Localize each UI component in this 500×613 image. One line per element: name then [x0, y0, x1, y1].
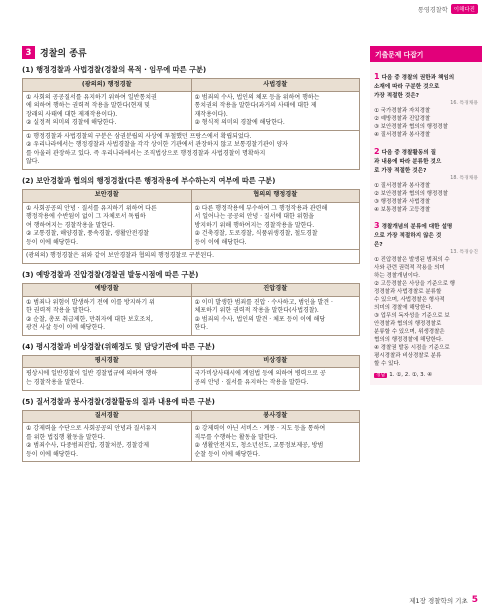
column-header: 사법경찰 [191, 79, 360, 92]
column-header: 비상경찰 [191, 355, 360, 368]
cell-text-line: 국가비상사태시에 계엄법 등에 의하여 병력으로 공 [194, 370, 326, 378]
table-cell [191, 368, 360, 390]
question-text-line: 과 내용에 따라 분류한 것으 [374, 158, 442, 165]
table-note-row [23, 130, 360, 169]
table-row [23, 91, 360, 130]
question-text-line: 가장 적절한 것은? [374, 92, 419, 99]
answer-option: ③ 보안경찰과 협의의 행정경찰 [374, 123, 448, 130]
comparison-table [22, 283, 360, 336]
question-text-line: 소재에 따라 구분한 것으로 [374, 83, 440, 90]
book-title: 통영경찰학 [417, 6, 448, 14]
answer-option: ① 진압경찰은 발생된 범죄의 수 [374, 257, 450, 264]
cell-text-line: 한다. [194, 324, 208, 332]
question-source: 18. 특경채용 [450, 175, 478, 181]
answer-option: 하는 경찰개념이다. [374, 273, 421, 280]
answer-chip: 정답 [376, 372, 386, 378]
cell-text-line: 공의 안녕 · 질서를 유지하는 작용을 말한다. [194, 378, 309, 386]
subsection-heading: (4) 평시경찰과 비상경찰(위해정도 및 담당기관에 따른 구분) [22, 341, 215, 351]
table-cell [23, 202, 192, 250]
answer-option: 정경찰과 사법경찰로 분류할 [374, 289, 442, 296]
column-header: 질서경찰 [23, 410, 192, 423]
table-cell [191, 202, 360, 250]
section-heading: 경찰의 종류 [40, 49, 87, 59]
question-number: 1 [374, 72, 380, 81]
question-text-line: 로 가장 적절한 것은? [374, 167, 427, 174]
page-footer [409, 595, 478, 605]
cell-text-line: 는 경찰작용을 말한다. [26, 378, 84, 386]
question-text [374, 150, 441, 174]
column-header: 보안경찰 [23, 189, 192, 202]
header-tag [418, 4, 478, 14]
answer-option: 수 있으며, 사법경찰은 형사적 [374, 297, 445, 304]
table-note-cell [23, 250, 360, 264]
cell-text-line: 서 일어나는 공공의 안녕 · 질서에 대한 위험을 [194, 213, 315, 221]
section-title [22, 46, 360, 59]
table-header-row [23, 79, 360, 92]
table-cell [23, 296, 192, 335]
cell-text-line: 등이 이에 해당한다. [26, 450, 79, 458]
cell-text-line: ② 형식적 의미의 경찰에 해당한다. [194, 119, 285, 127]
column-header: (광의의) 행정경찰 [23, 79, 192, 92]
cell-text-line: ① 사회의 공공질서를 유지하기 위하여 일반통치권 [26, 93, 157, 101]
question-text-line: 은? [374, 242, 383, 249]
table-row [23, 368, 360, 390]
cell-text-line: ② 생활안전지도, 청소년선도, 교통정보제공, 방범 [194, 442, 324, 450]
cell-text-line: ② 건축경찰, 도로경찰, 식품위생경찰, 철도경찰 [194, 230, 318, 238]
table-cell [191, 423, 360, 462]
note-text-line: 를 아울러 관장하고 있다. 즉 우리나라에서는 조직법상으로 행정경찰과 사법경찰이 명확하지 [26, 149, 266, 157]
cell-text-line: 등이 이에 해당한다. [26, 238, 79, 246]
main-content [22, 46, 360, 462]
question-head [374, 220, 478, 250]
answer-option: ① 질서경찰과 봉사경찰 [374, 182, 431, 189]
note-text-line: (광의의) 행정경찰은 위와 같이 보안경찰과 협의의 행정경찰로 구분된다. [26, 252, 215, 260]
cell-text-line: ② 실정적 의미의 경찰에 해당한다. [26, 119, 117, 127]
column-header: 진압경찰 [191, 283, 360, 296]
answer-option: ② 예방경찰과 진압경찰 [374, 115, 431, 122]
answer-option: ④ 질서경찰과 봉사경찰 [374, 131, 431, 138]
header-chip: 이해다진 [451, 4, 478, 14]
cell-text-line: 재작용이다). [194, 110, 228, 118]
table-header-row [23, 410, 360, 423]
question-text-line: 으로 가장 적절하지 않은 것 [374, 233, 442, 240]
table-cell [23, 91, 192, 130]
note-text-line: ① 행정경찰과 사법경찰의 구분은 삼권분립의 사상에 투철했던 프랑스에서 확립되었다. [26, 132, 252, 140]
section-number: 3 [22, 46, 35, 59]
answer-option: 협의의 행정경찰에 해당한다. [374, 337, 444, 344]
answer-option: 안경찰과 협의의 행정경찰로 [374, 321, 442, 328]
answer-option: 평시경찰과 비상경찰로 분류 [374, 352, 442, 359]
question-text-line: 다음 중 경찰활동의 질 [381, 149, 437, 156]
comparison-table [22, 410, 360, 463]
cell-text-line: 에 의하여 행하는 권력적 작용을 말한다(현재 및 [26, 102, 150, 110]
cell-text-line: ② 범죄수사, 다중범죄진압, 경찰처분, 경찰강제 [26, 442, 150, 450]
note-text-line: 않다. [26, 158, 40, 166]
cell-text-line: 통치권의 작용을 말한다(과거의 사태에 대한 제 [194, 102, 317, 110]
column-header: 협의의 행정경찰 [191, 189, 360, 202]
question-text-line: 경찰개념의 분류에 대한 설명 [381, 224, 453, 231]
sidebar-exam-questions [370, 46, 482, 385]
question-head [374, 146, 478, 176]
answer-option: ④ 경찰권 발동 시점을 기준으로 [374, 344, 450, 351]
exam-question [374, 220, 478, 368]
answer-option: 사와 관련 권력적 작용을 의미 [374, 265, 445, 272]
question-text-line: 다음 중 경찰의 권한과 책임의 [381, 75, 455, 81]
cell-text-line: ① 범죄나 위험이 발생하기 전에 이를 방지하기 위 [26, 298, 155, 306]
note-text-line: ② 우리나라에서는 행정경찰과 사법경찰을 각각 상이한 기관에서 관장하지 않고 보통경찰기관이 양자 [26, 141, 289, 149]
table-note-cell [23, 130, 360, 169]
question-number: 3 [374, 221, 380, 231]
comparison-table [22, 355, 360, 391]
subsection-heading: (1) 행정경찰과 사법경찰(경찰의 목적 · 임무에 따른 구분) [22, 65, 207, 74]
subsection-heading: (5) 질서경찰과 봉사경찰(경찰활동의 질과 내용에 따른 구분) [22, 396, 215, 406]
cell-text-line: 를 위한 법집행 활동을 말한다. [26, 433, 106, 441]
answer-option: ② 고등경찰은 사상을 기준으로 행 [374, 281, 455, 288]
cell-text-line: 등이 이에 해당한다. [194, 238, 247, 246]
cell-text-line: ① 다른 행정작용에 부수하여 그 행정작용과 관련해 [194, 204, 328, 212]
answer-key [374, 372, 478, 380]
cell-text-line: ② 범죄의 수사, 법인의 발견 · 체포 등이 이에 해당 [194, 315, 326, 323]
cell-text-line: 여 행하여지는 경찰작용을 말한다. [26, 221, 115, 229]
column-header: 예방경찰 [23, 283, 192, 296]
answer-option: ③ 업무의 독자성을 기준으로 보 [374, 313, 450, 320]
cell-text-line: 방지하기 위해 행하여지는 경찰작용을 말한다. [194, 221, 315, 229]
answer-option: 할 수 있다. [374, 360, 401, 367]
answer-option: 의미의 경찰에 해당한다. [374, 305, 433, 312]
table-header-row [23, 189, 360, 202]
question-number: 2 [374, 146, 380, 156]
question-source: 16. 특경채용 [450, 100, 478, 106]
cell-text-line: ② 순찰, 총포 취급제한, 만취자에 대한 보호조치, [26, 315, 153, 323]
sidebar-title: 기출문제 다잡기 [370, 46, 482, 62]
table-row [23, 296, 360, 335]
table-row [23, 423, 360, 462]
cell-text-line: 광견 사살 등이 이에 해당한다. [26, 324, 106, 332]
exam-question [374, 71, 478, 140]
table-row [23, 202, 360, 250]
answer-option: 분류할 수 있으며, 위생경찰은 [374, 329, 445, 336]
table-cell [23, 368, 192, 390]
table-cell [23, 423, 192, 462]
answer-option: ④ 보통경찰과 고등경찰 [374, 206, 431, 213]
question-source: 13. 특경승진 [450, 250, 478, 256]
table-header-row [23, 283, 360, 296]
cell-text-line: 체포하기 위한 권력적 작용을 말한다(사법경찰). [194, 307, 319, 315]
page-number: 5 [471, 595, 478, 605]
subsection-heading: (2) 보안경찰과 협의의 행정경찰(다른 행정작용에 부수하는지 여부에 따른 구분) [22, 175, 276, 185]
column-header: 봉사경찰 [191, 410, 360, 423]
subsection-heading: (3) 예방경찰과 진압경찰(경찰권 발동시점에 따른 구분) [22, 269, 199, 279]
answer-option: ③ 행정경찰과 사법경찰 [374, 198, 431, 205]
exam-question [374, 146, 478, 215]
chapter-title: 제1장 경찰학의 기초 [409, 596, 468, 605]
cell-text-line: 장래의 사태에 대한 제재작용이다). [26, 110, 118, 118]
column-header: 평시경찰 [23, 355, 192, 368]
answer-option: ① 국가경찰과 자치경찰 [374, 107, 431, 114]
table-header-row [23, 355, 360, 368]
cell-text-line: 행정작용에 수반됨이 없이 그 자체로서 독립하 [26, 213, 146, 221]
cell-text-line: 평상시에 일반경찰이 일반 경찰법규에 의하여 행하 [26, 370, 158, 378]
sidebar-body [370, 62, 482, 385]
question-text [374, 75, 454, 99]
cell-text-line: ① 이미 발생한 범죄를 진압 · 수사하고, 범인을 발견 · [194, 298, 333, 306]
answer-option: ② 보안경찰과 협의의 행정경찰 [374, 190, 448, 197]
cell-text-line: 직무를 수행하는 활동을 말한다. [194, 433, 278, 441]
table-cell [191, 296, 360, 335]
comparison-table [22, 78, 360, 170]
question-text [374, 224, 452, 248]
comparison-blocks [22, 65, 360, 462]
cell-text-line: 한 권력적 작용을 말한다. [26, 307, 92, 315]
answer-text: 1. ①, 2. ①, 3. ④ [389, 371, 433, 378]
cell-text-line: ① 강제력이 아닌 서비스 · 계몽 · 지도 등을 통하여 [194, 425, 326, 433]
cell-text-line: ① 강제력을 수단으로 사회공공의 안녕과 질서유지 [26, 425, 157, 433]
table-note-row [23, 250, 360, 264]
cell-text-line: 순찰 등이 이에 해당한다. [194, 450, 261, 458]
cell-text-line: ① 사회공공의 안녕 · 질서를 유지하기 위하여 다른 [26, 204, 157, 212]
cell-text-line: ① 범죄의 수사, 법인의 체포 등을 위하여 행하는 [194, 93, 320, 101]
question-head [374, 71, 478, 101]
cell-text-line: ② 교통경찰, 해양경찰, 풍속경찰, 생활안전경찰 [26, 230, 150, 238]
comparison-table [22, 189, 360, 264]
table-cell [191, 91, 360, 130]
